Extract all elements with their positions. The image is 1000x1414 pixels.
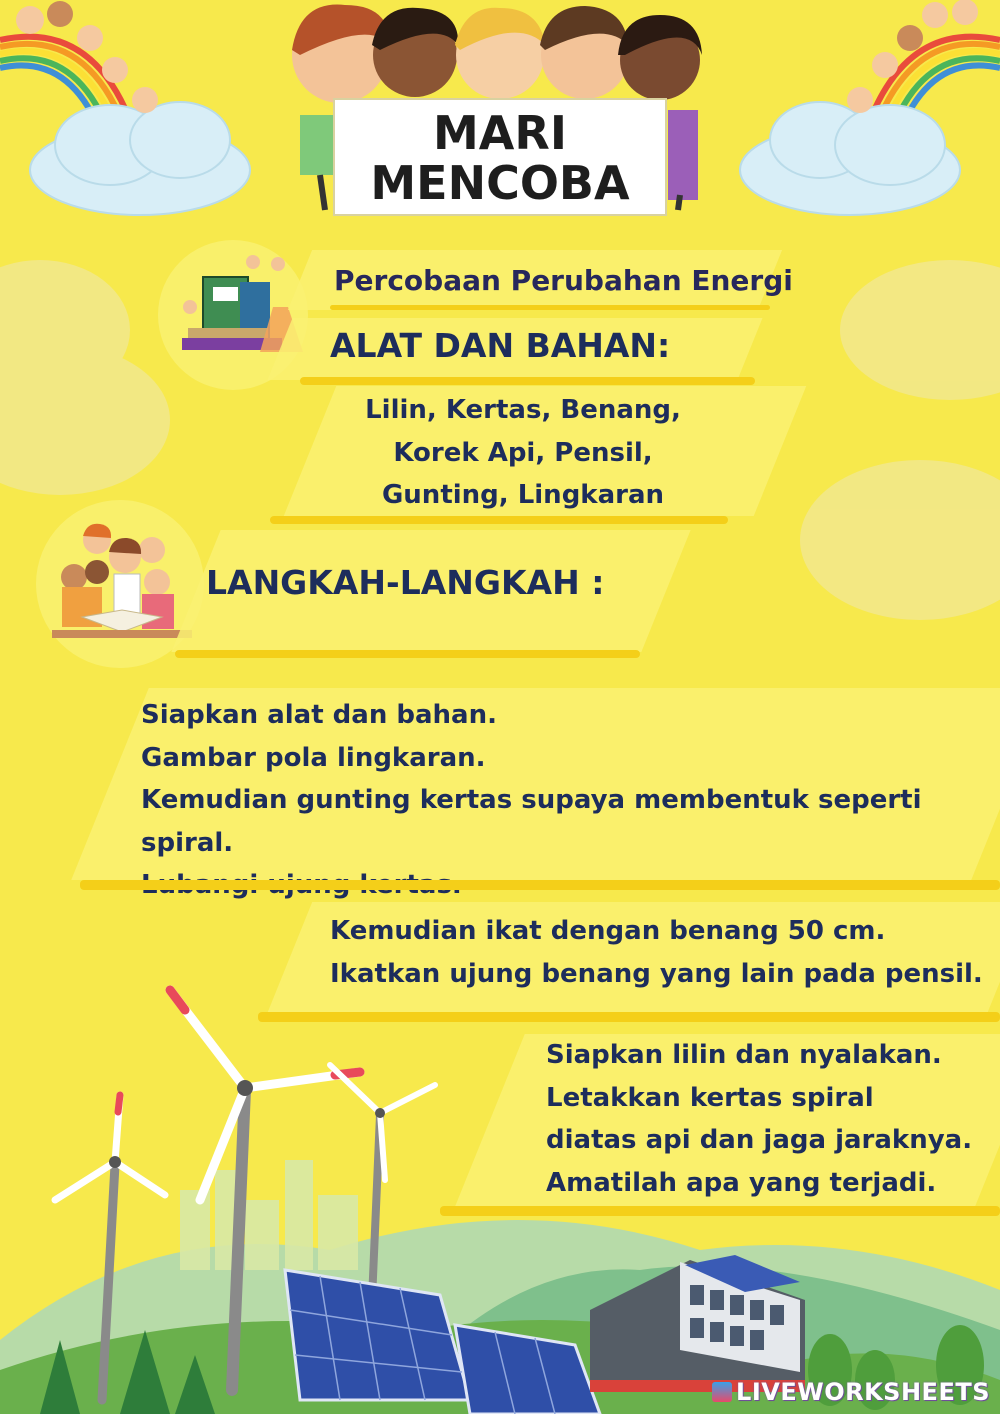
kids-reading-icon (52, 522, 192, 647)
step-line: Ikatkan ujung benang yang lain pada pensil. (330, 958, 983, 989)
subtitle-underline (330, 305, 770, 310)
steps-group-1 (141, 694, 1000, 907)
page-title-line-2: MENCOBA (370, 156, 630, 210)
materials-list (318, 389, 728, 517)
liveworksheets-logo-icon (712, 1382, 732, 1402)
steps-heading: LANGKAH-LANGKAH : (206, 563, 605, 602)
step-line: Kemudian ikat dengan benang 50 cm. (330, 916, 886, 946)
liveworksheets-watermark[interactable] (712, 1378, 990, 1406)
step-line: Amatilah apa yang terjadi. (546, 1167, 937, 1198)
step-line: Letakkan kertas spiral (546, 1082, 874, 1113)
step-line: Kemudian gunting kertas supaya membentuk seperti spiral. (141, 785, 922, 858)
materials-heading-underline (300, 377, 755, 385)
materials-list-underline (270, 516, 728, 524)
step-line: Siapkan lilin dan nyalakan. (546, 1040, 942, 1070)
materials-line: Korek Api, Pensil, (393, 437, 653, 468)
experiment-subtitle: Percobaan Perubahan Energi (334, 264, 793, 297)
page-title-line-1: MARI (433, 106, 567, 160)
title-board (333, 98, 667, 216)
steps-group-3-underline (440, 1206, 1000, 1216)
steps-group-1-underline (80, 880, 1000, 890)
steps-group-2-underline (258, 1012, 1000, 1022)
steps-group-3 (546, 1034, 972, 1204)
step-line: diatas api dan jaga jaraknya. (546, 1125, 973, 1155)
materials-line: Lilin, Kertas, Benang, (365, 395, 681, 425)
steps-group-2 (330, 910, 983, 995)
steps-heading-underline (175, 650, 640, 658)
materials-line: Gunting, Lingkaran (381, 480, 665, 510)
materials-heading: ALAT DAN BAHAN: (330, 326, 671, 365)
step-line: Gambar pola lingkaran. (141, 742, 486, 773)
watermark-text: LIVEWORKSHEETS (736, 1378, 990, 1406)
step-line: Siapkan alat dan bahan. (141, 700, 497, 730)
